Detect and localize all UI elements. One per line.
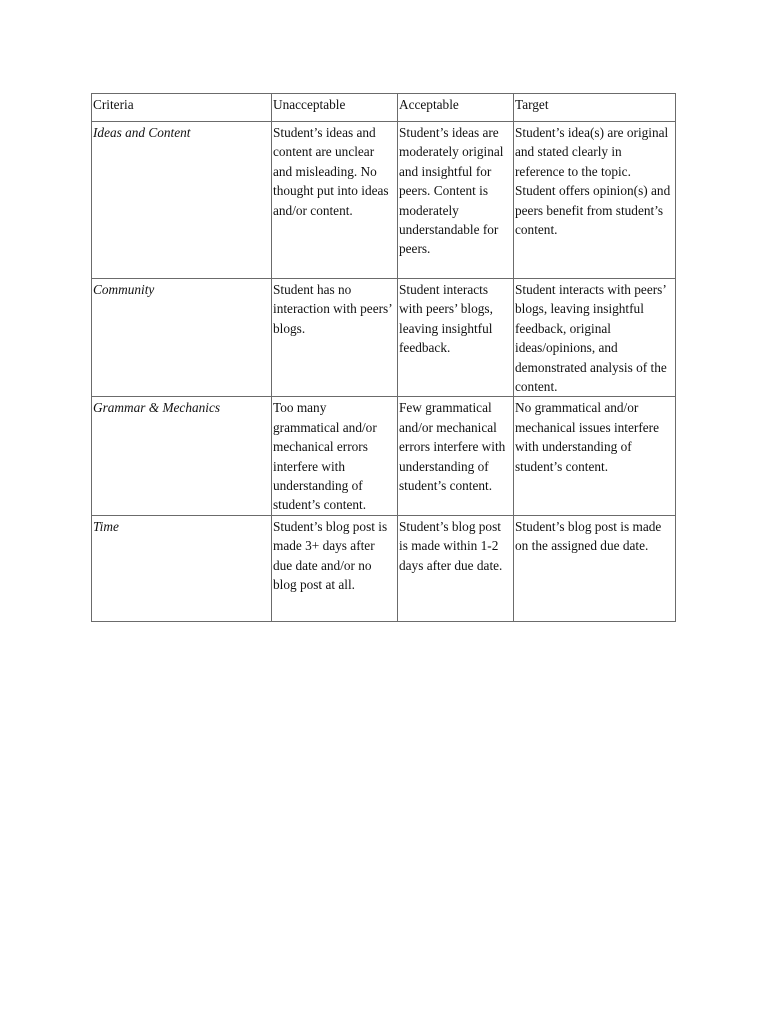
- unacceptable-cell: Too many grammatical and/or mechanical errors interfere with understanding of student’s content.: [272, 397, 398, 515]
- target-cell: Student interacts with peers’ blogs, leaving insightful feedback, original ideas/opinions, and demonstrated analysis of the content.: [514, 279, 676, 397]
- unacceptable-cell: Student has no interaction with peers’ blogs.: [272, 279, 398, 397]
- target-cell: No grammatical and/or mechanical issues interfere with understanding of student’s content.: [514, 397, 676, 515]
- acceptable-cell: Few grammatical and/or mechanical errors interfere with understanding of student’s content.: [398, 397, 514, 515]
- unacceptable-cell: Student’s ideas and content are unclear and misleading. No thought put into ideas and/or content.: [272, 122, 398, 279]
- header-row: [92, 94, 676, 122]
- header-acceptable: Acceptable: [398, 94, 514, 122]
- header-criteria: Criteria: [92, 94, 272, 122]
- criterion-cell: Community: [92, 279, 272, 397]
- header-target: Target: [514, 94, 676, 122]
- acceptable-cell: Student’s blog post is made within 1-2 days after due date.: [398, 515, 514, 621]
- table-row: [92, 397, 676, 515]
- rubric-table: [91, 93, 676, 622]
- table-row: [92, 515, 676, 621]
- target-cell: Student’s blog post is made on the assigned due date.: [514, 515, 676, 621]
- header-unacceptable: Unacceptable: [272, 94, 398, 122]
- criterion-cell: Time: [92, 515, 272, 621]
- acceptable-cell: Student’s ideas are moderately original and insightful for peers. Content is moderately understandable for peers.: [398, 122, 514, 279]
- target-cell: Student’s idea(s) are original and stated clearly in reference to the topic. Student offers opinion(s) and peers benefit from student’s content.: [514, 122, 676, 279]
- table-row: [92, 279, 676, 397]
- table-row: [92, 122, 676, 279]
- unacceptable-cell: Student’s blog post is made 3+ days after due date and/or no blog post at all.: [272, 515, 398, 621]
- criterion-cell: Grammar & Mechanics: [92, 397, 272, 515]
- criterion-cell: Ideas and Content: [92, 122, 272, 279]
- acceptable-cell: Student interacts with peers’ blogs, leaving insightful feedback.: [398, 279, 514, 397]
